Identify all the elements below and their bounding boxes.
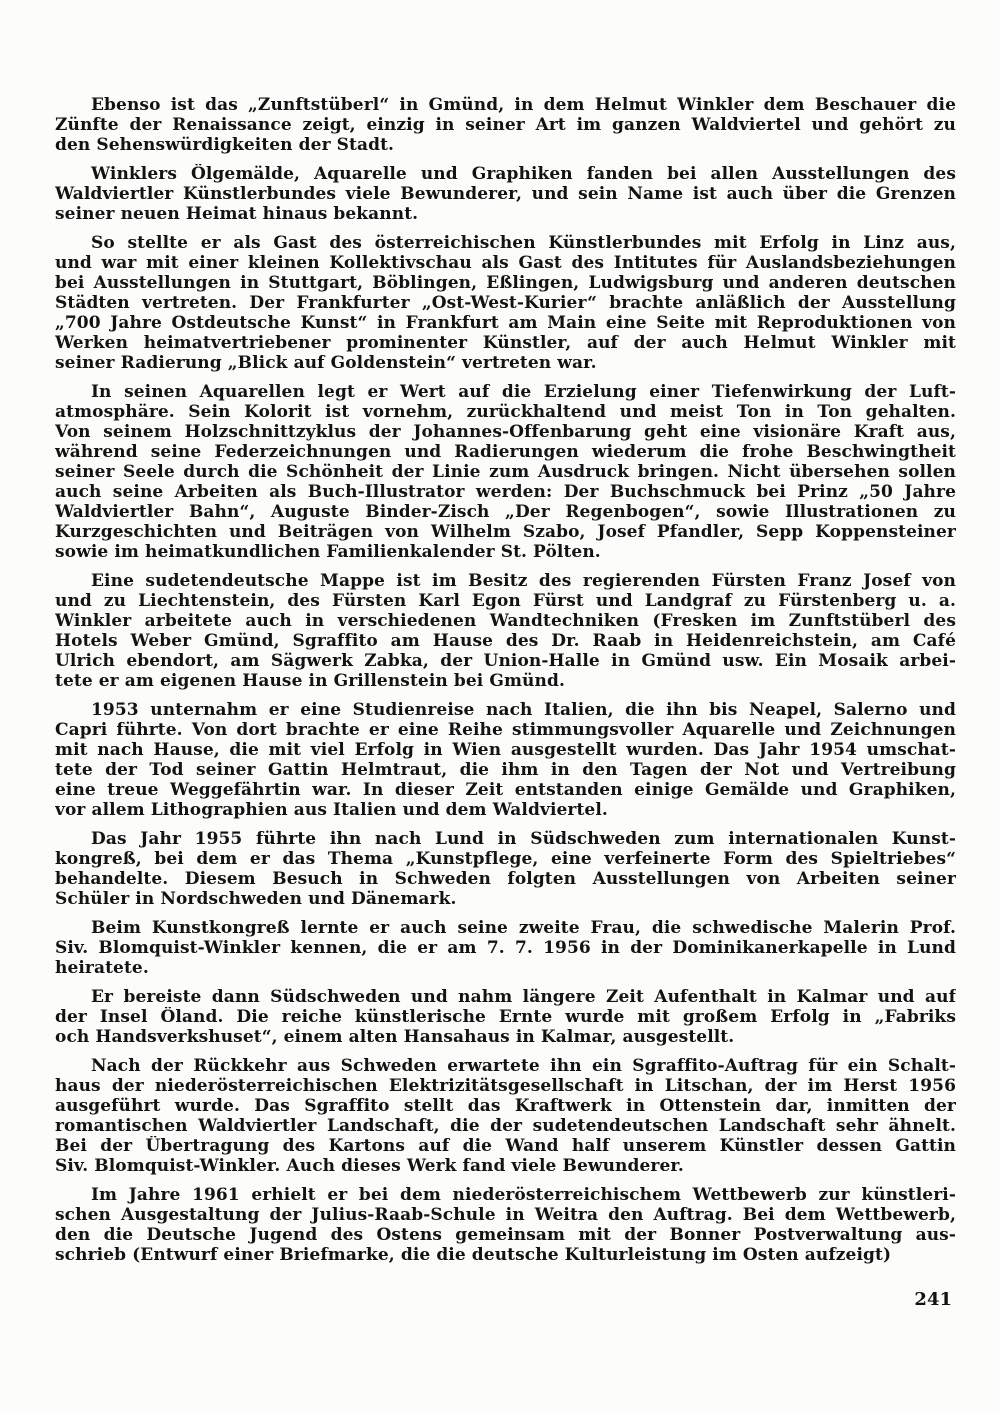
paragraph — [55, 829, 956, 909]
paragraph — [55, 1185, 956, 1265]
text-line: mit nach Hause, die mit viel Erfolg in Wien ausgestellt wurden. Das Jahr 1954 umschat- — [55, 740, 956, 760]
paragraph — [55, 95, 956, 155]
paragraph — [55, 700, 956, 820]
text-line: bei Ausstellungen in Stuttgart, Böblingen, Eßlingen, Ludwigsburg und anderen deutschen — [55, 273, 956, 293]
text-line: ausgeführt wurde. Das Sgraffito stellt das Kraftwerk in Ottenstein dar, inmitten der — [55, 1096, 956, 1116]
text-line: Schüler in Nordschweden und Dänemark. — [55, 889, 457, 909]
text-line: Winklers Ölgemälde, Aquarelle und Graphiken fanden bei allen Ausstellungen des — [91, 164, 956, 184]
text-line: Städten vertreten. Der Frankfurter „Ost-West-Kurier“ brachte anläßlich der Ausstellung — [55, 293, 956, 313]
text-line: In seinen Aquarellen legt er Wert auf die Erzielung einer Tiefenwirkung der Luft- — [91, 382, 956, 402]
text-line: Siv. Blomquist-Winkler. Auch dieses Werk fand viele Bewunderer. — [55, 1156, 684, 1176]
text-line: Im Jahre 1961 erhielt er bei dem niederösterreichischem Wettbewerb zur künstleri- — [91, 1185, 956, 1205]
text-line: den Sehenswürdigkeiten der Stadt. — [55, 135, 395, 155]
text-line: seiner Seele durch die Schönheit der Linie zum Ausdruck bringen. Nicht übersehen sollen — [55, 462, 956, 482]
text-line: „700 Jahre Ostdeutsche Kunst“ in Frankfurt am Main eine Seite mit Reproduktionen von — [55, 313, 956, 333]
text-line: sowie im heimatkundlichen Familienkalender St. Pölten. — [55, 542, 601, 562]
text-line: romantischen Waldviertler Landschaft, die der sudetendeutschen Landschaft sehr ähnelt. — [55, 1116, 956, 1136]
text-line: Hotels Weber Gmünd, Sgraffito am Hause des Dr. Raab in Heidenreichstein, am Café — [55, 631, 956, 651]
paragraph — [55, 233, 956, 373]
text-line: und war mit einer kleinen Kollektivschau als Gast des Intitutes für Auslandsbeziehungen — [55, 253, 956, 273]
text-line: Capri führte. Von dort brachte er eine Reihe stimmungsvoller Aquarelle und Zeichnungen — [55, 720, 956, 740]
text-line: Bei der Übertragung des Kartons auf die Wand half unserem Künstler dessen Gattin — [55, 1136, 956, 1156]
text-line: tete er am eigenen Hause in Grillenstein bei Gmünd. — [55, 671, 565, 691]
text-line: seiner Radierung „Blick auf Goldenstein“ vertreten war. — [55, 353, 597, 373]
text-line: während seine Federzeichnungen und Radierungen wiederum die frohe Beschwingtheit — [55, 442, 956, 462]
text-line: tete der Tod seiner Gattin Helmtraut, die ihm in den Tagen der Not und Vertreibung — [55, 760, 956, 780]
paragraph — [55, 571, 956, 691]
text-line: der Insel Öland. Die reiche künstlerische Ernte wurde mit großem Erfolg in „Fabriks — [55, 1007, 956, 1027]
text-line: heiratete. — [55, 958, 149, 978]
text-line: kongreß, bei dem er das Thema „Kunstpflege, eine verfeinerte Form des Spieltriebes“ — [55, 849, 956, 869]
text-line: Nach der Rückkehr aus Schweden erwartete ihn ein Sgraffito-Auftrag für ein Schalt- — [91, 1056, 956, 1076]
text-line: eine treue Weggefährtin war. In dieser Zeit entstanden einige Gemälde und Graphiken, — [55, 780, 956, 800]
text-line: Werken heimatvertriebener prominenter Künstler, auf der auch Helmut Winkler mit — [55, 333, 956, 353]
paragraph — [55, 1056, 956, 1176]
paragraph — [55, 382, 956, 562]
text-line: So stellte er als Gast des österreichischen Künstlerbundes mit Erfolg in Linz aus, — [91, 233, 956, 253]
text-line: Siv. Blomquist-Winkler kennen, die er am 7. 7. 1956 in der Dominikanerkapelle in Lund — [55, 938, 956, 958]
text-line: haus der niederösterreichischen Elektrizitätsgesellschaft in Litschan, der im Herst 1956 — [55, 1076, 956, 1096]
text-line: 1953 unternahm er eine Studienreise nach Italien, die ihn bis Neapel, Salerno und — [91, 700, 956, 720]
body-text — [55, 95, 956, 1274]
text-line: Winkler arbeitete auch in verschiedenen Wandtechniken (Fresken im Zunftstüberl des — [55, 611, 956, 631]
text-line: schen Ausgestaltung der Julius-Raab-Schule in Weitra den Auftrag. Bei dem Wettbewerb, — [55, 1205, 956, 1225]
text-line: vor allem Lithographien aus Italien und dem Waldviertel. — [55, 800, 608, 820]
text-line: Ulrich ebendort, am Sägwerk Zabka, der Union-Halle in Gmünd usw. Ein Mosaik arbei- — [55, 651, 956, 671]
text-line: den die Deutsche Jugend des Ostens gemeinsam mit der Bonner Postverwaltung aus- — [55, 1225, 956, 1245]
text-line: behandelte. Diesem Besuch in Schweden folgten Ausstellungen von Arbeiten seiner — [55, 869, 956, 889]
page-number: 241 — [914, 1289, 952, 1310]
text-line: Das Jahr 1955 führte ihn nach Lund in Südschweden zum internationalen Kunst- — [91, 829, 956, 849]
text-line: auch seine Arbeiten als Buch-Illustrator werden: Der Buchschmuck bei Prinz „50 Jahre — [55, 482, 956, 502]
text-line: Zünfte der Renaissance zeigt, einzig in seiner Art im ganzen Waldviertel und gehört zu — [55, 115, 956, 135]
paragraph — [55, 918, 956, 978]
text-line: atmosphäre. Sein Kolorit ist vornehm, zurückhaltend und meist Ton in Ton gehalten. — [55, 402, 956, 422]
text-line: schrieb (Entwurf einer Briefmarke, die die deutsche Kulturleistung im Osten aufzeigt) — [55, 1245, 892, 1265]
text-line: Ebenso ist das „Zunftstüberl“ in Gmünd, in dem Helmut Winkler dem Beschauer die — [91, 95, 956, 115]
text-line: und zu Liechtenstein, des Fürsten Karl Egon Fürst und Landgraf zu Fürstenberg u. a. — [55, 591, 956, 611]
text-line: Beim Kunstkongreß lernte er auch seine zweite Frau, die schwedische Malerin Prof. — [91, 918, 956, 938]
paragraph — [55, 164, 956, 224]
paragraph — [55, 987, 956, 1047]
text-line: Er bereiste dann Südschweden und nahm längere Zeit Aufenthalt in Kalmar und auf — [91, 987, 956, 1007]
text-line: Waldviertler Bahn“, Auguste Binder-Zisch „Der Regenbogen“, sowie Illustrationen zu — [55, 502, 956, 522]
text-line: Eine sudetendeutsche Mappe ist im Besitz des regierenden Fürsten Franz Josef von — [91, 571, 956, 591]
text-line: och Handsverkshuset“, einem alten Hansahaus in Kalmar, ausgestellt. — [55, 1027, 735, 1047]
text-line: seiner neuen Heimat hinaus bekannt. — [55, 204, 419, 224]
text-line: Waldviertler Künstlerbundes viele Bewunderer, und sein Name ist auch über die Grenzen — [55, 184, 956, 204]
text-line: Von seinem Holzschnittzyklus der Johannes-Offenbarung geht eine visionäre Kraft aus, — [55, 422, 956, 442]
text-line: Kurzgeschichten und Beiträgen von Wilhelm Szabo, Josef Pfandler, Sepp Koppensteiner — [55, 522, 956, 542]
